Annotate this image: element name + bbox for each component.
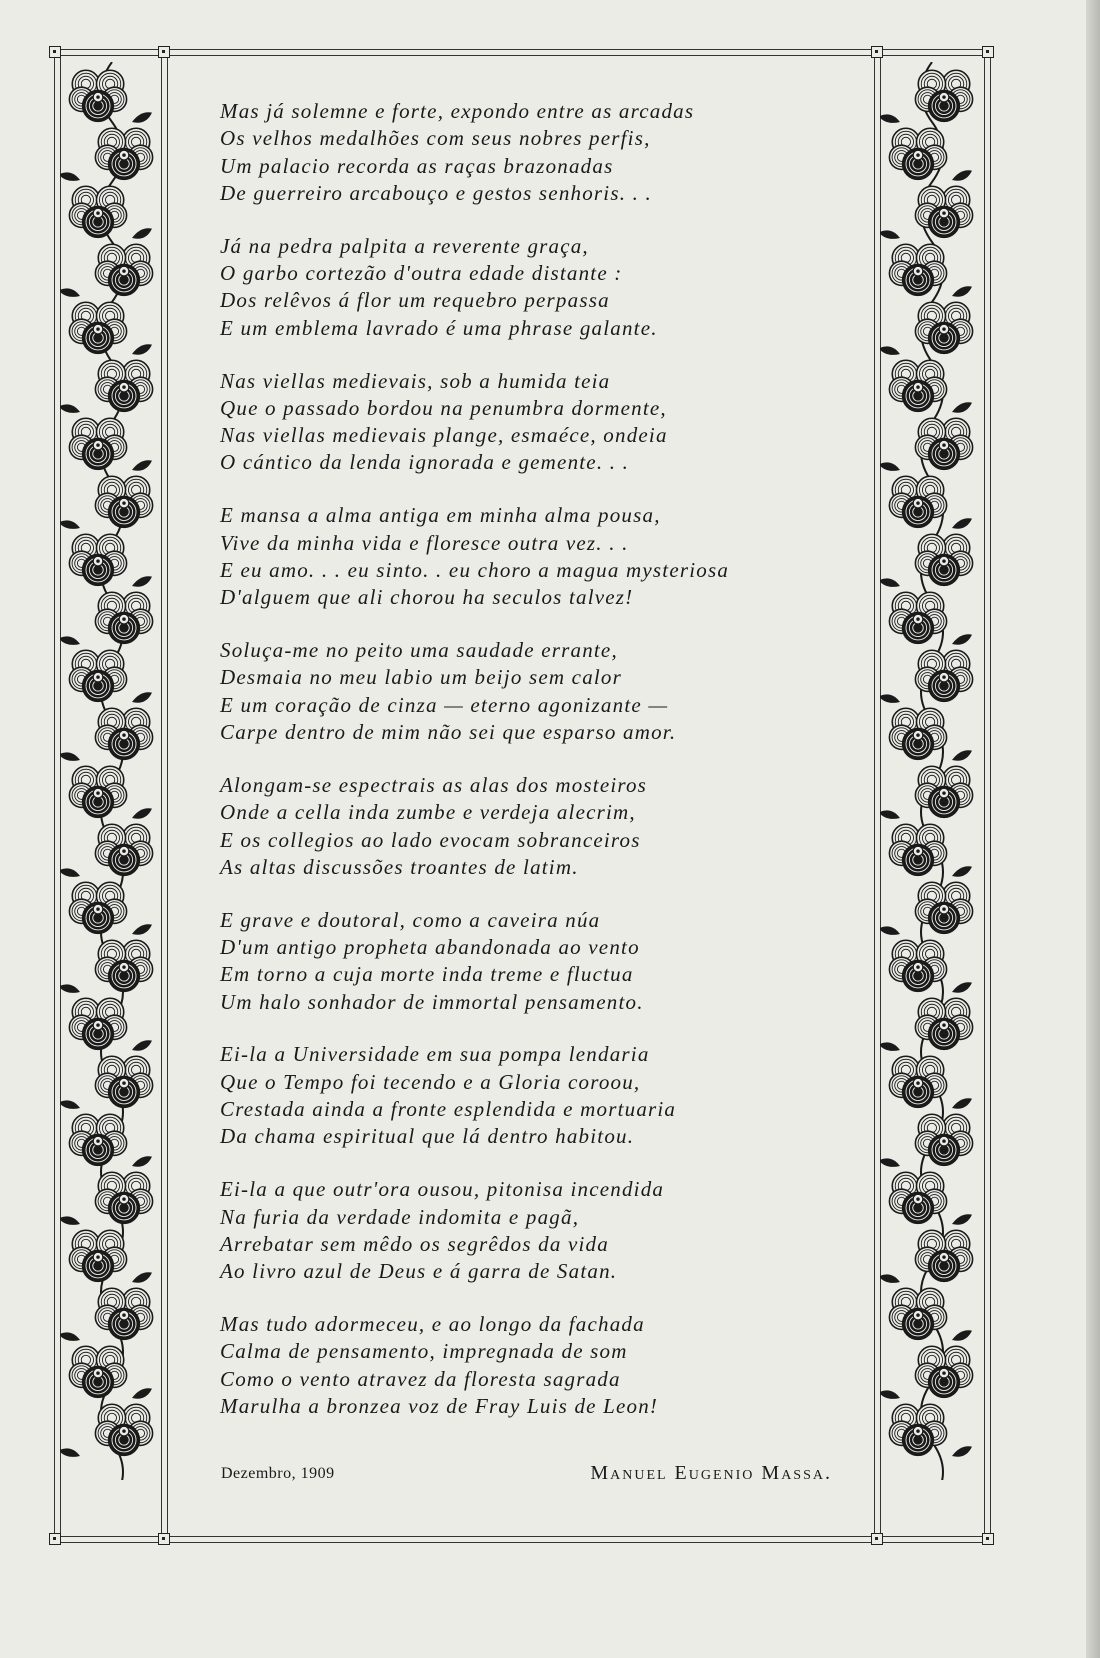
corner-ornament [49,1533,61,1545]
left-rule-1 [54,55,55,1542]
poem-line: Desmaia no meu labio um beijo sem calor [220,665,623,690]
poem-line: Arrebatar sem mêdo os segrêdos da vida [220,1231,609,1256]
bottom-rule-inner [54,1542,990,1543]
poem-line: D'um antigo propheta abandonada ao vento [220,934,640,959]
corner-ornament [49,46,61,58]
corner-ornament [871,1533,883,1545]
poem-stanza [220,772,860,881]
poem-line: Na furia da verdade indomita e pagã, [220,1204,580,1229]
poem-stanza [220,907,860,1016]
poem-body [220,98,860,1446]
poem-line: O cántico da lenda ignorada e gemente. . . [220,450,630,475]
poem-line: Da chama espiritual que lá dentro habitou. [220,1124,635,1149]
poem-line: O garbo cortezão d'outra edade distante : [220,261,623,286]
poem-line: E eu amo. . . eu sinto. . eu choro a magua mysteriosa [220,557,730,582]
corner-ornament [982,46,994,58]
poem-stanza [220,1176,860,1285]
poem-line: Os velhos medalhões com seus nobres perfis, [220,126,651,151]
poem-date: Dezembro, 1909 [221,1465,335,1482]
poem-line: Que o passado bordou na penumbra dormente, [220,395,667,420]
corner-ornament [982,1533,994,1545]
right-rule-4 [990,55,991,1542]
poem-line: E um emblema lavrado é uma phrase galante. [220,315,658,340]
top-rule-inner [54,55,990,56]
poem-line: Vive da minha vida e floresce outra vez. . . [220,530,629,555]
poem-line: Crestada ainda a fronte esplendida e mortuaria [220,1097,677,1122]
poem-line: Carpe dentro de mim não sei que esparso amor. [220,720,677,745]
poem-line: Nas viellas medievais plange, esmaéce, ondeia [220,423,668,448]
poem-line: Mas tudo adormeceu, e ao longo da fachada [220,1312,645,1337]
poem-stanza [220,1311,860,1420]
poem-line: Já na pedra palpita a reverente graça, [220,233,589,258]
right-rule-1 [874,55,875,1542]
poem-line: Ei-la a Universidade em sua pompa lendaria [220,1042,650,1067]
right-rule-3 [984,55,985,1542]
poem-line: E os collegios ao lado evocam sobranceiros [220,827,641,852]
poem-line: Calma de pensamento, impregnada de som [220,1339,628,1364]
poem-line: Soluça-me no peito uma saudade errante, [220,638,618,663]
page-spine-shadow [1086,0,1100,1658]
poem-line: Ao livro azul de Deus e á garra de Satan. [220,1259,618,1284]
poem-line: Um palacio recorda as raças brazonadas [220,153,614,178]
pansy-border-right [880,62,984,1480]
poem-line: Dos relêvos á flor um requebro perpassa [220,288,610,313]
poem-line: Alongam-se espectrais as alas dos mosteiros [220,772,648,797]
corner-ornament [871,46,883,58]
poem-line: E mansa a alma antiga em minha alma pousa, [220,503,661,528]
poem-line: Mas já solemne e forte, expondo entre as arcadas [220,99,695,123]
poem-line: Ei-la a que outr'ora ousou, pitonisa incendida [220,1177,665,1202]
poem-stanza [220,637,860,746]
poem-line: Um halo sonhador de immortal pensamento. [220,989,644,1014]
poem-line: De guerreiro arcabouço e gestos senhoris. . . [220,180,652,205]
poem-line: E grave e doutoral, como a caveira núa [220,907,601,932]
poem-stanza [220,368,860,477]
poem-line: Nas viellas medievais, sob a humida teia [220,368,611,393]
poem-line: As altas discussões troantes de latim. [220,854,579,879]
poem-line: Onde a cella inda zumbe e verdeja alecrim, [220,800,636,825]
bottom-rule-outer [54,1536,990,1537]
poem-stanza [220,502,860,611]
poem-line: D'alguem que ali chorou ha seculos talvez! [220,585,634,610]
poem-stanza [220,1041,860,1150]
poem-stanza [220,98,860,207]
corner-ornament [158,1533,170,1545]
pansy-border-left [60,62,164,1480]
poem-line: Como o vento atravez da floresta sagrada [220,1366,621,1391]
left-rule-4 [167,55,168,1542]
poem-line: Marulha a bronzea voz de Fray Luis de Leon! [220,1393,659,1418]
top-rule-outer [54,49,990,50]
poem-line: Em torno a cuja morte inda treme e fluctua [220,962,634,987]
poem-stanza [220,233,860,342]
corner-ornament [158,46,170,58]
poem-line: E um coração de cinza — eterno agonizante — [220,692,669,717]
poem-line: Que o Tempo foi tecendo e a Gloria coroou, [220,1069,641,1094]
poem-author: Manuel Eugenio Massa. [590,1462,832,1484]
